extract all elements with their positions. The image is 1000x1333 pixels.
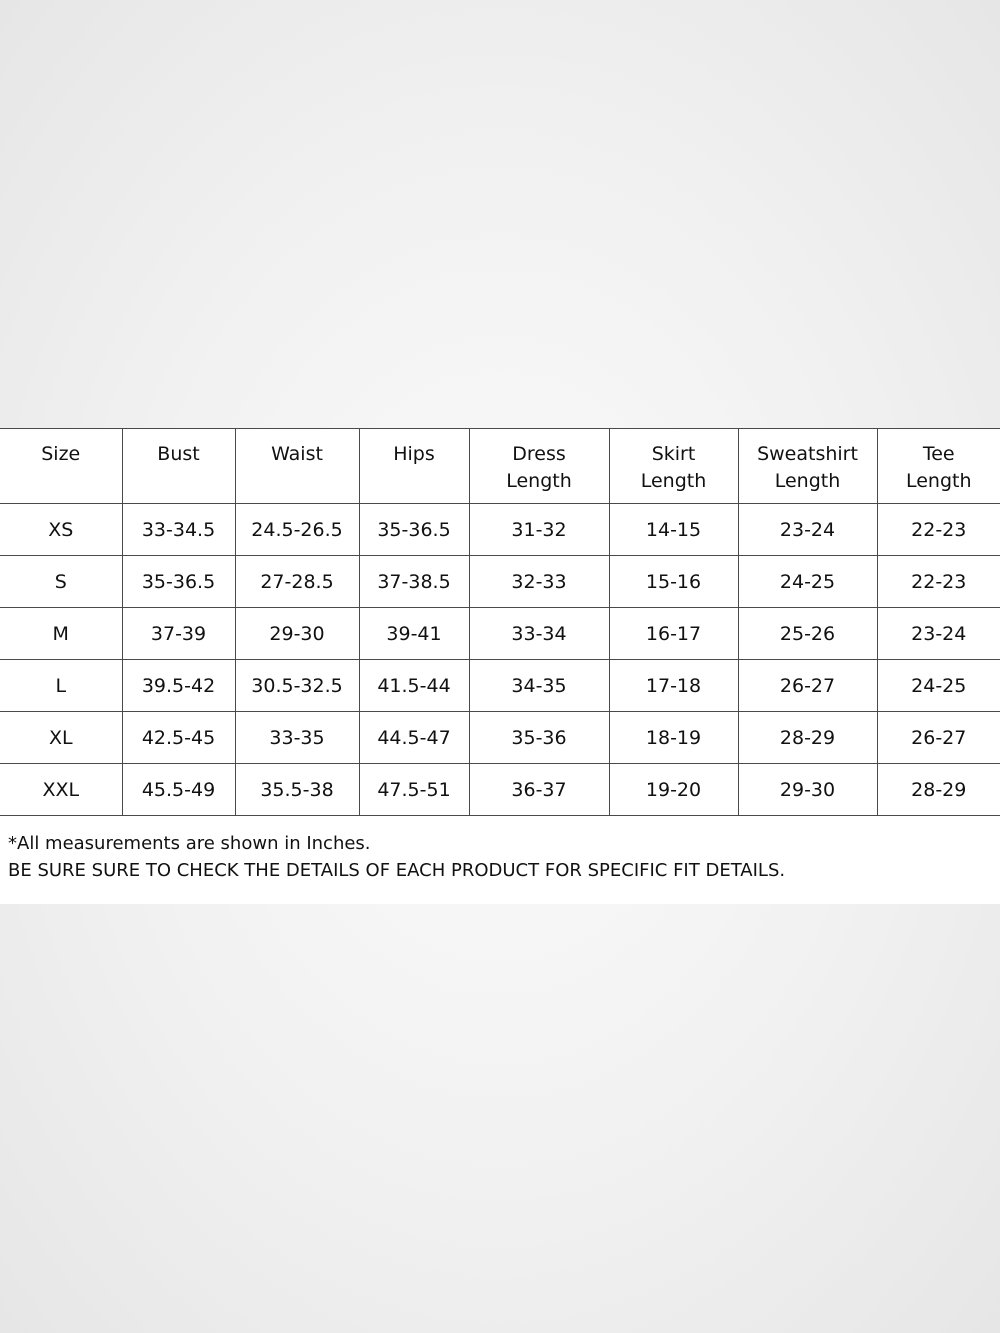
skirt-length-cell: 15-16 (609, 556, 738, 608)
sweatshirt-length-cell: 24-25 (738, 556, 877, 608)
header-bust: Bust (122, 429, 235, 504)
fit-note: BE SURE SURE TO CHECK THE DETAILS OF EACH PRODUCT FOR SPECIFIC FIT DETAILS. (8, 860, 786, 881)
bust-cell: 37-39 (122, 608, 235, 660)
header-tee-length: Tee Length (877, 429, 1000, 504)
dress-length-cell: 32-33 (469, 556, 609, 608)
waist-cell: 29-30 (235, 608, 359, 660)
header-dress-length: Dress Length (469, 429, 609, 504)
dress-length-cell: 36-37 (469, 764, 609, 816)
size-cell: L (0, 660, 122, 712)
skirt-length-cell: 17-18 (609, 660, 738, 712)
size-cell: XXL (0, 764, 122, 816)
skirt-length-cell: 14-15 (609, 504, 738, 556)
bust-cell: 39.5-42 (122, 660, 235, 712)
size-cell: S (0, 556, 122, 608)
dress-length-cell: 31-32 (469, 504, 609, 556)
waist-cell: 30.5-32.5 (235, 660, 359, 712)
table-row (0, 712, 1000, 764)
skirt-length-cell: 18-19 (609, 712, 738, 764)
tee-length-cell: 24-25 (877, 660, 1000, 712)
hips-cell: 44.5-47 (359, 712, 469, 764)
dress-length-cell: 34-35 (469, 660, 609, 712)
hips-cell: 37-38.5 (359, 556, 469, 608)
hips-cell: 35-36.5 (359, 504, 469, 556)
hips-cell: 41.5-44 (359, 660, 469, 712)
table-row (0, 504, 1000, 556)
bust-cell: 35-36.5 (122, 556, 235, 608)
skirt-length-cell: 19-20 (609, 764, 738, 816)
notes (8, 830, 785, 884)
dress-length-cell: 35-36 (469, 712, 609, 764)
table-row (0, 764, 1000, 816)
bust-cell: 45.5-49 (122, 764, 235, 816)
header-waist: Waist (235, 429, 359, 504)
tee-length-cell: 28-29 (877, 764, 1000, 816)
tee-length-cell: 26-27 (877, 712, 1000, 764)
waist-cell: 27-28.5 (235, 556, 359, 608)
hips-cell: 47.5-51 (359, 764, 469, 816)
tee-length-cell: 22-23 (877, 556, 1000, 608)
header-sweatshirt-length: Sweatshirt Length (738, 429, 877, 504)
skirt-length-cell: 16-17 (609, 608, 738, 660)
bust-cell: 42.5-45 (122, 712, 235, 764)
waist-cell: 33-35 (235, 712, 359, 764)
header-skirt-length: Skirt Length (609, 429, 738, 504)
size-cell: XL (0, 712, 122, 764)
dress-length-cell: 33-34 (469, 608, 609, 660)
header-hips: Hips (359, 429, 469, 504)
sweatshirt-length-cell: 25-26 (738, 608, 877, 660)
header-size: Size (0, 429, 122, 504)
header-row (0, 429, 1000, 504)
waist-cell: 24.5-26.5 (235, 504, 359, 556)
size-chart-card (0, 428, 1000, 904)
sweatshirt-length-cell: 26-27 (738, 660, 877, 712)
tee-length-cell: 22-23 (877, 504, 1000, 556)
size-cell: M (0, 608, 122, 660)
size-chart-table (0, 428, 1000, 816)
sweatshirt-length-cell: 23-24 (738, 504, 877, 556)
table-row (0, 660, 1000, 712)
table-row (0, 608, 1000, 660)
hips-cell: 39-41 (359, 608, 469, 660)
bust-cell: 33-34.5 (122, 504, 235, 556)
waist-cell: 35.5-38 (235, 764, 359, 816)
measurement-note: *All measurements are shown in Inches. (8, 833, 371, 854)
size-cell: XS (0, 504, 122, 556)
sweatshirt-length-cell: 28-29 (738, 712, 877, 764)
table-row (0, 556, 1000, 608)
sweatshirt-length-cell: 29-30 (738, 764, 877, 816)
tee-length-cell: 23-24 (877, 608, 1000, 660)
